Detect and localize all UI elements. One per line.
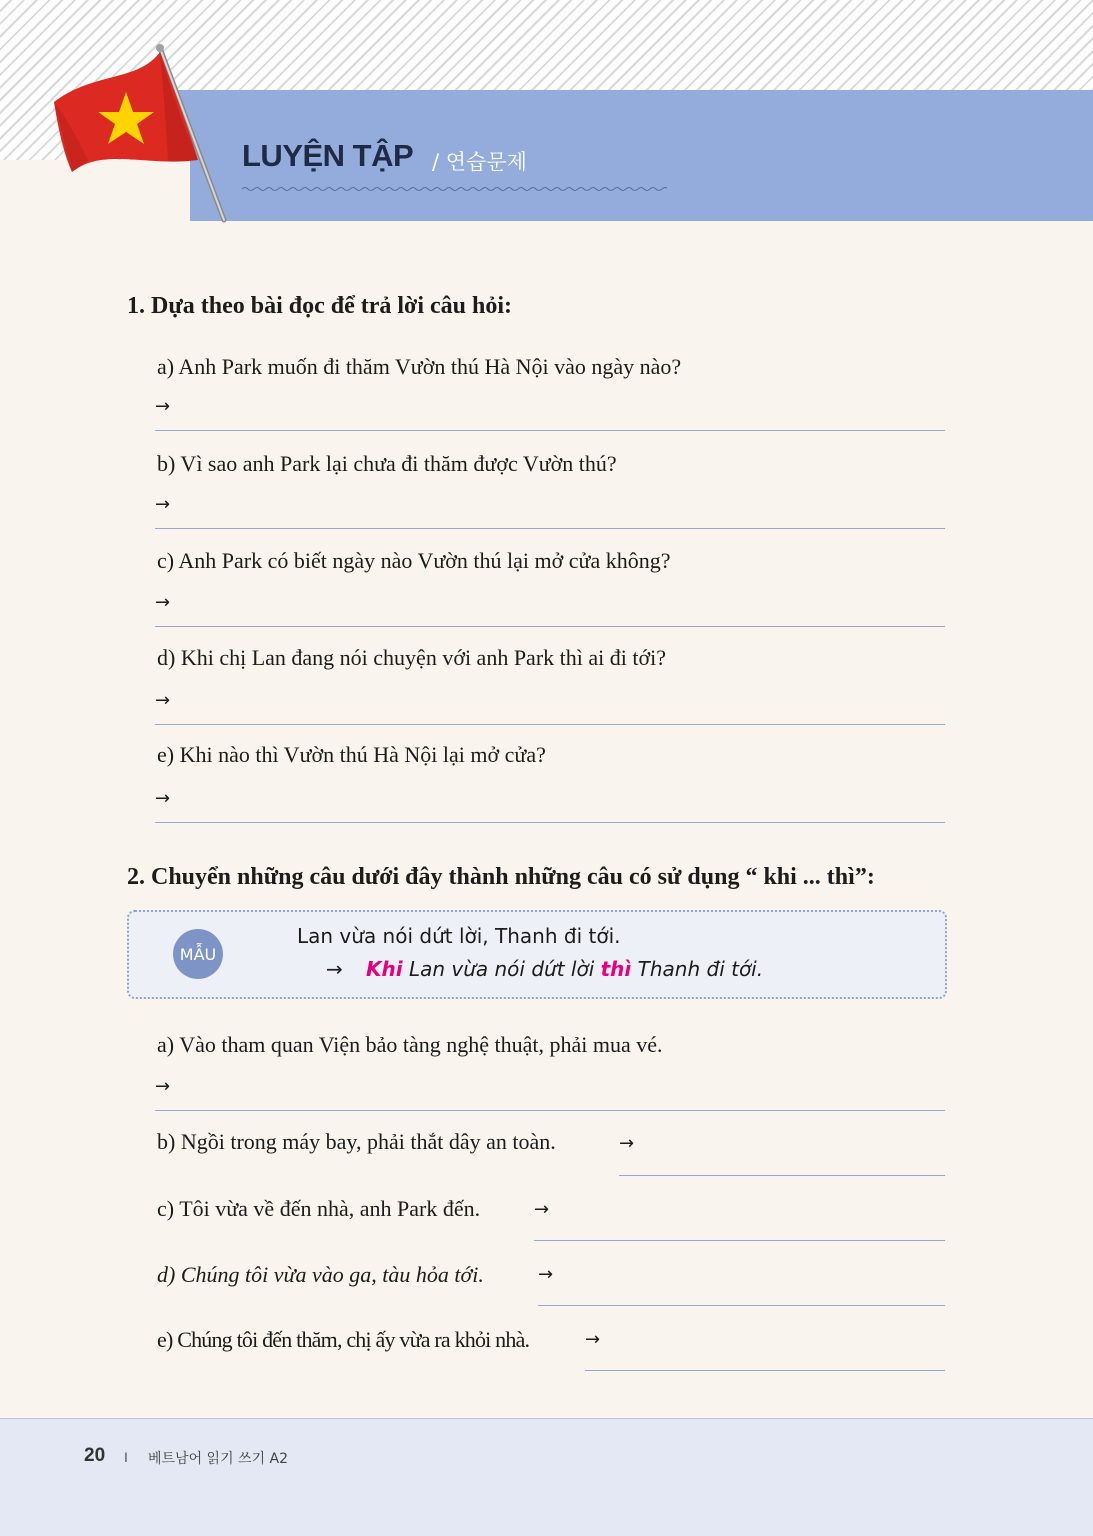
s1-answer-line-d[interactable] — [155, 724, 945, 725]
s2-question-d: d) Chúng tôi vừa vào ga, tàu hỏa tới. — [157, 1262, 484, 1287]
sample-answer-khi: Khi — [366, 957, 403, 981]
sample-answer-thi: thì — [600, 957, 632, 981]
book-title: 베트남어 읽기 쓰기 A2 — [148, 1451, 289, 1467]
sample-answer-middle: Lan vừa nói dứt lời — [402, 957, 601, 981]
s2-answer-line-d[interactable] — [538, 1305, 945, 1306]
s2-answer-arrow-e: → — [585, 1329, 601, 1350]
s1-answer-arrow-e: → — [155, 788, 171, 809]
s2-answer-line-b[interactable] — [619, 1175, 945, 1176]
page-number: 20 — [84, 1445, 106, 1466]
s2-question-a: a) Vào tham quan Viện bảo tàng nghệ thuật, phải mua vé. — [157, 1032, 663, 1057]
s1-answer-line-b[interactable] — [155, 528, 945, 529]
s1-question-e: e) Khi nào thì Vườn thú Hà Nội lại mở cửa? — [157, 742, 546, 767]
s2-answer-line-c[interactable] — [534, 1240, 945, 1241]
s2-question-c: c) Tôi vừa về đến nhà, anh Park đến. — [157, 1196, 481, 1221]
s1-answer-line-a[interactable] — [155, 430, 945, 431]
s2-answer-arrow-b: → — [619, 1133, 635, 1154]
s1-answer-arrow-c: → — [155, 592, 171, 613]
s1-question-b: b) Vì sao anh Park lại chưa đi thăm được Vườn thú? — [157, 451, 617, 476]
footer-separator: I — [124, 1449, 128, 1465]
sample-answer — [366, 957, 763, 981]
section2-title: 2. Chuyển những câu dưới đây thành những câu có sử dụng “ khi ... thì”: — [127, 864, 875, 890]
s1-answer-arrow-a: → — [155, 396, 171, 417]
s2-answer-arrow-d: → — [538, 1264, 554, 1285]
s1-question-d: d) Khi chị Lan đang nói chuyện với anh Park thì ai đi tới? — [157, 645, 666, 670]
page-subtitle: / 연습문제 — [432, 150, 527, 174]
sample-badge: MẪU — [173, 929, 223, 979]
s2-answer-arrow-a: → — [155, 1076, 171, 1097]
s1-answer-line-e[interactable] — [155, 822, 945, 823]
s1-answer-line-c[interactable] — [155, 626, 945, 627]
sample-arrow-icon: → — [326, 957, 343, 981]
s2-answer-line-e[interactable] — [585, 1370, 945, 1371]
s2-answer-arrow-c: → — [534, 1199, 550, 1220]
sample-sentence: Lan vừa nói dứt lời, Thanh đi tới. — [297, 924, 621, 948]
s2-question-b: b) Ngồi trong máy bay, phải thắt dây an toàn. — [157, 1129, 556, 1154]
section1-title: 1. Dựa theo bài đọc để trả lời câu hỏi: — [127, 293, 513, 319]
sample-answer-end: Thanh đi tới. — [631, 957, 764, 981]
title-wavy-underline — [242, 184, 667, 194]
page-title — [242, 138, 413, 174]
s1-answer-arrow-b: → — [155, 494, 171, 515]
s1-question-c: c) Anh Park có biết ngày nào Vườn thú lại mở cửa không? — [157, 548, 671, 573]
s2-answer-line-a[interactable] — [155, 1110, 945, 1111]
s1-answer-arrow-d: → — [155, 690, 171, 711]
vietnam-flag-icon — [48, 42, 233, 227]
s1-question-a: a) Anh Park muốn đi thăm Vườn thú Hà Nội vào ngày nào? — [157, 354, 682, 379]
page-footer — [0, 1418, 1093, 1536]
s2-question-e: e) Chúng tôi đến thăm, chị ấy vừa ra khỏi nhà. — [157, 1327, 530, 1352]
page-title-text: LUYỆN TẬP — [242, 138, 414, 173]
